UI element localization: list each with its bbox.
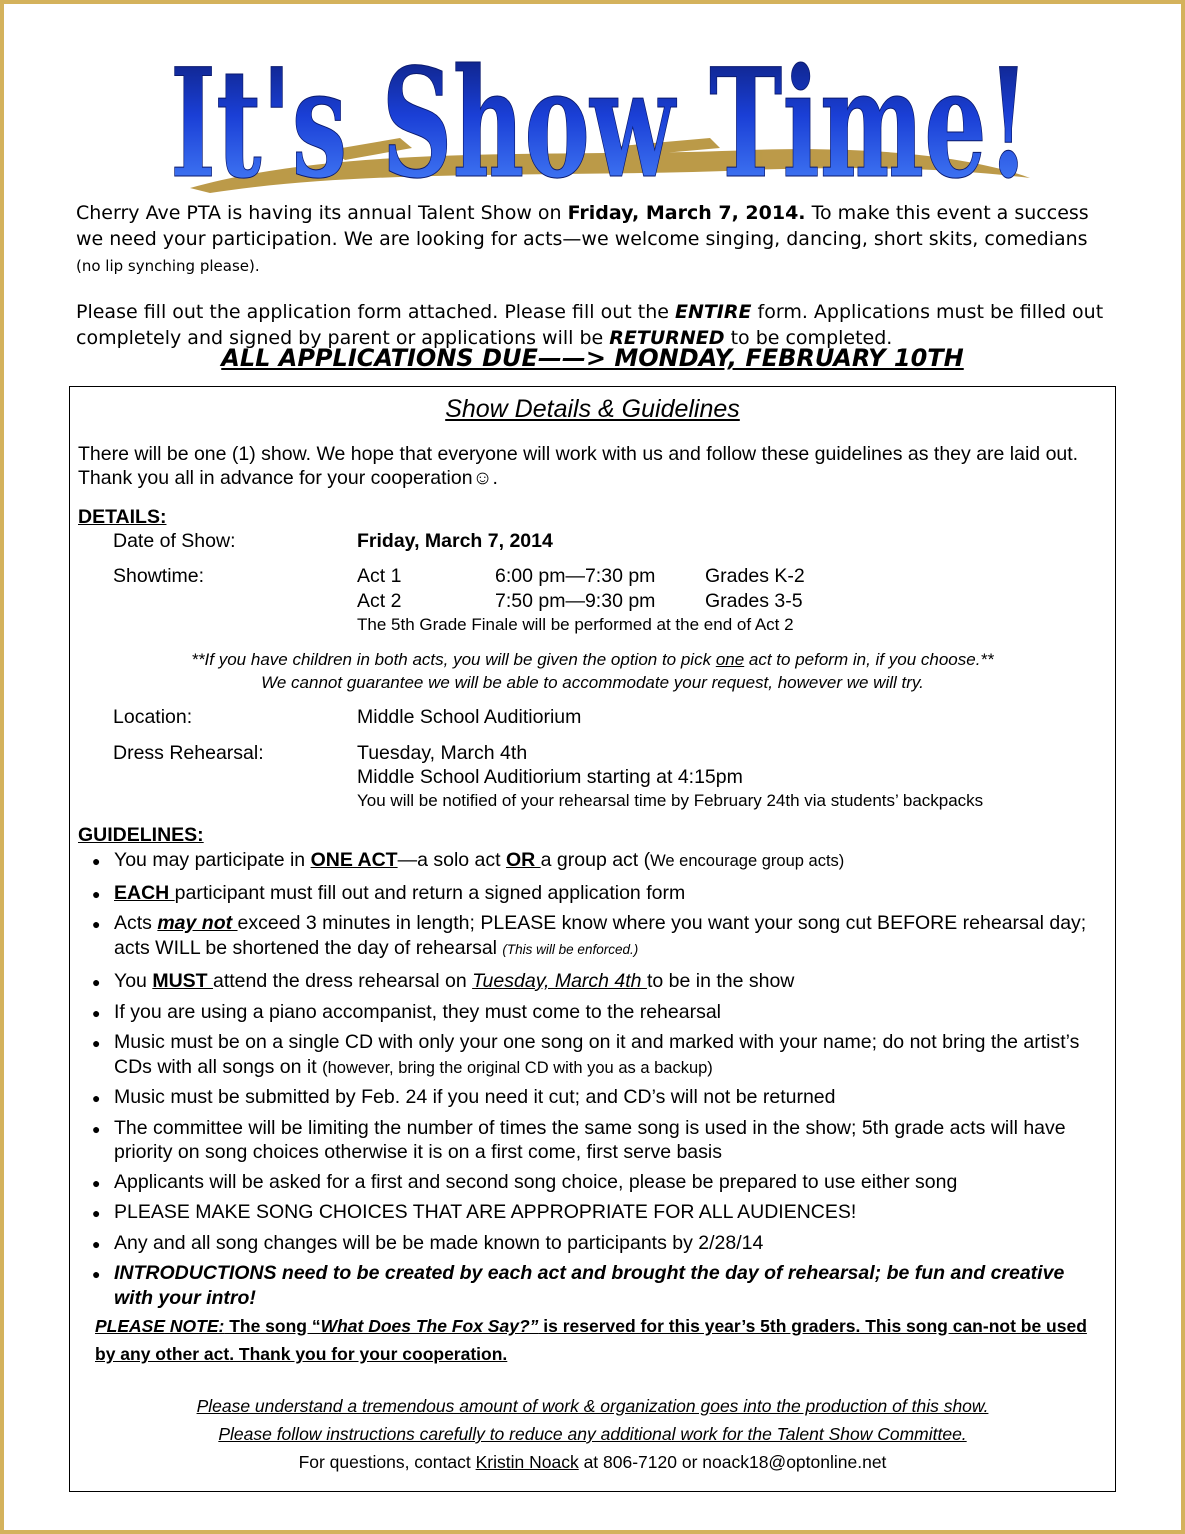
returned-emphasis: RETURNED [609, 327, 725, 349]
bullet-icon: ● [92, 1004, 101, 1021]
intro-text: To make this event a success we need your participation. We are looking for acts—we welcome singing, dancing, short skits, comedians [76, 202, 1089, 250]
item-note: We encourage group acts) [650, 852, 845, 870]
due-date-banner: ALL APPLICATIONS DUE——> MONDAY, FEBRUARY 10TH [221, 344, 964, 372]
bullet-icon: ● [92, 1035, 101, 1051]
bullet-icon: ● [92, 974, 101, 990]
rehearsal-notice: You will be notified of your rehearsal time by February 24th via students’ backpacks [357, 791, 984, 810]
item-text: a group act ( [540, 849, 651, 871]
item-text: participant must fill out and return a signed application form [174, 881, 686, 904]
bullet-icon: ● [92, 1235, 101, 1252]
bullet-icon: ● [92, 853, 101, 869]
intro-paragraph-1 [76, 200, 1116, 279]
item-text: PLEASE MAKE SONG CHOICES THAT ARE APPROPRIATE FOR ALL AUDIENCES! [114, 1201, 857, 1223]
bullet-icon: ● [92, 885, 101, 902]
contact-text: For questions, contact [298, 1452, 476, 1472]
item-emphasis: OR [505, 849, 541, 871]
item-emphasis: ONE ACT [310, 849, 398, 871]
item-text: Any and all song changes will be be made known to participants by 2/28/14 [114, 1231, 764, 1254]
title-banner [150, 38, 1050, 193]
rehearsal-location: Middle School Auditiorium starting at 4:15pm [357, 766, 743, 788]
item-emphasis: EACH [114, 881, 175, 904]
location-value: Middle School Auditiorium [357, 706, 582, 728]
item-text: You [114, 970, 153, 992]
item-emphasis: INTRODUCTIONS [114, 1262, 277, 1284]
bullet-icon: ● [92, 1120, 101, 1137]
contact-name: Kristin Noack [475, 1452, 579, 1472]
item-emphasis: MUST [152, 970, 213, 992]
footer-line-1 [70, 1392, 1115, 1420]
details-heading: DETAILS: [78, 506, 167, 528]
item-text: Music must be on a single CD with only your one song on it and marked with your name; do not bring the artist’s CDs with all songs on it [114, 1031, 1080, 1078]
please-note [95, 1312, 1100, 1368]
note-one: one [715, 650, 745, 669]
item-text: Music must be submitted by Feb. 24 if you need it cut; and CD’s will not be returned [114, 1086, 836, 1108]
list-item [92, 881, 1107, 907]
guidelines-list [92, 848, 1107, 1310]
title-text: It's Show Time! [170, 38, 1030, 193]
bullet-icon: ● [92, 1205, 101, 1221]
item-text: to be in the show [646, 970, 795, 992]
contact-text: at 806-7120 or noack18@optonline.net [578, 1452, 887, 1472]
item-text: Acts [114, 912, 158, 934]
act1-time: 6:00 pm—7:30 pm [495, 565, 656, 587]
box-intro: There will be one (1) show. We hope that everyone will work with us and follow these guidelines as they are laid out. Thank you all in advance for your cooperation☺. [78, 443, 1079, 489]
please-note-label: PLEASE NOTE: [95, 1316, 225, 1336]
intro-section [76, 200, 1116, 351]
footer-text: Please follow instructions carefully to reduce any additional work for the Talent Show Committee. [218, 1424, 967, 1444]
guarantee-note: We cannot guarantee we will be able to accommodate your request, however we will try. [261, 673, 924, 692]
rehearsal-label: Dress Rehearsal: [113, 742, 264, 764]
rehearsal-date: Tuesday, March 4th [357, 742, 528, 764]
note-text: **If you have children in both acts, you will be given the option to pick [191, 650, 716, 669]
footer-text: Please understand a tremendous amount of work & organization goes into the production of this show. [196, 1396, 989, 1416]
bullet-icon: ● [92, 1266, 101, 1282]
entire-emphasis: ENTIRE [674, 301, 752, 323]
item-text: Applicants will be asked for a first and second song choice, please be prepared to use either song [114, 1170, 958, 1193]
act2-grades: Grades 3-5 [705, 590, 803, 612]
item-note: (however, bring the original CD with you as a backup) [322, 1058, 713, 1077]
finale-note: The 5th Grade Finale will be performed at the end of Act 2 [357, 615, 794, 634]
intro-text: to be completed. [724, 327, 893, 349]
guidelines-heading: GUIDELINES: [78, 824, 204, 846]
item-text: exceed 3 minutes in length; PLEASE know where you want your song cut BEFORE rehearsal day; acts WILL be shortened the day of rehearsal [114, 912, 1087, 959]
bullet-icon: ● [92, 916, 101, 932]
footer-line-2 [70, 1420, 1115, 1448]
item-text: need to be created by each act and brought the day of rehearsal; be fun and creative with your intro! [114, 1262, 1065, 1309]
item-text: You may participate in [114, 849, 311, 871]
footer-contact [70, 1448, 1115, 1476]
item-text: —a solo act [397, 849, 506, 871]
intro-text: Please fill out the application form attached. Please fill out the [76, 301, 675, 323]
please-note-text: is reserved for this year’s 5th graders. This song can-not be used by any other act. Thank you for your cooperation. [95, 1316, 1087, 1364]
list-item [92, 1231, 1107, 1257]
intro-text: Cherry Ave PTA is having its annual Talent Show on [76, 202, 568, 224]
list-item [92, 1170, 1107, 1196]
bullet-icon: ● [92, 1174, 101, 1191]
item-note: (This will be enforced.) [502, 941, 639, 957]
act2-label: Act 2 [357, 590, 402, 612]
list-item [92, 848, 1107, 874]
item-emphasis: may not [157, 912, 238, 934]
show-date: Friday, March 7, 2014. [567, 202, 806, 224]
list-item [92, 911, 1107, 962]
act2-time: 7:50 pm—9:30 pm [495, 590, 656, 612]
act1-label: Act 1 [357, 565, 402, 587]
both-acts-note [70, 648, 1115, 671]
list-item [92, 1116, 1107, 1165]
box-title: Show Details & Guidelines [445, 395, 740, 423]
item-text: If you are using a piano accompanist, they must come to the rehearsal [114, 1000, 721, 1023]
intro-note: (no lip synching please). [76, 257, 260, 275]
date-value: Friday, March 7, 2014 [357, 530, 553, 552]
intro-text: form. Applications must be filled out completely and signed by parent or applications will be [76, 301, 1104, 349]
item-text: attend the dress rehearsal on [213, 970, 473, 992]
list-item [92, 969, 1107, 995]
showtime-label: Showtime: [113, 565, 205, 587]
item-emphasis: Tuesday, March 4th [472, 970, 647, 992]
act1-grades: Grades K-2 [705, 565, 805, 587]
location-label: Location: [113, 706, 193, 728]
note-text: act to peform in, if you choose.** [744, 650, 994, 669]
list-item [92, 1261, 1107, 1310]
list-item [92, 1000, 1107, 1026]
guidelines-box [69, 386, 1116, 1492]
bullet-icon: ● [92, 1090, 101, 1106]
list-item [92, 1085, 1107, 1111]
please-note-text: The song “ [224, 1316, 321, 1336]
list-item [92, 1030, 1107, 1080]
song-title: What Does The Fox Say?” [320, 1316, 539, 1336]
item-text: The committee will be limiting the number of times the same song is used in the show; 5th grade acts will have priority on song choices otherwise it is on a first come, first serve basis [114, 1116, 1066, 1163]
date-label: Date of Show: [113, 530, 236, 552]
list-item [92, 1200, 1107, 1226]
